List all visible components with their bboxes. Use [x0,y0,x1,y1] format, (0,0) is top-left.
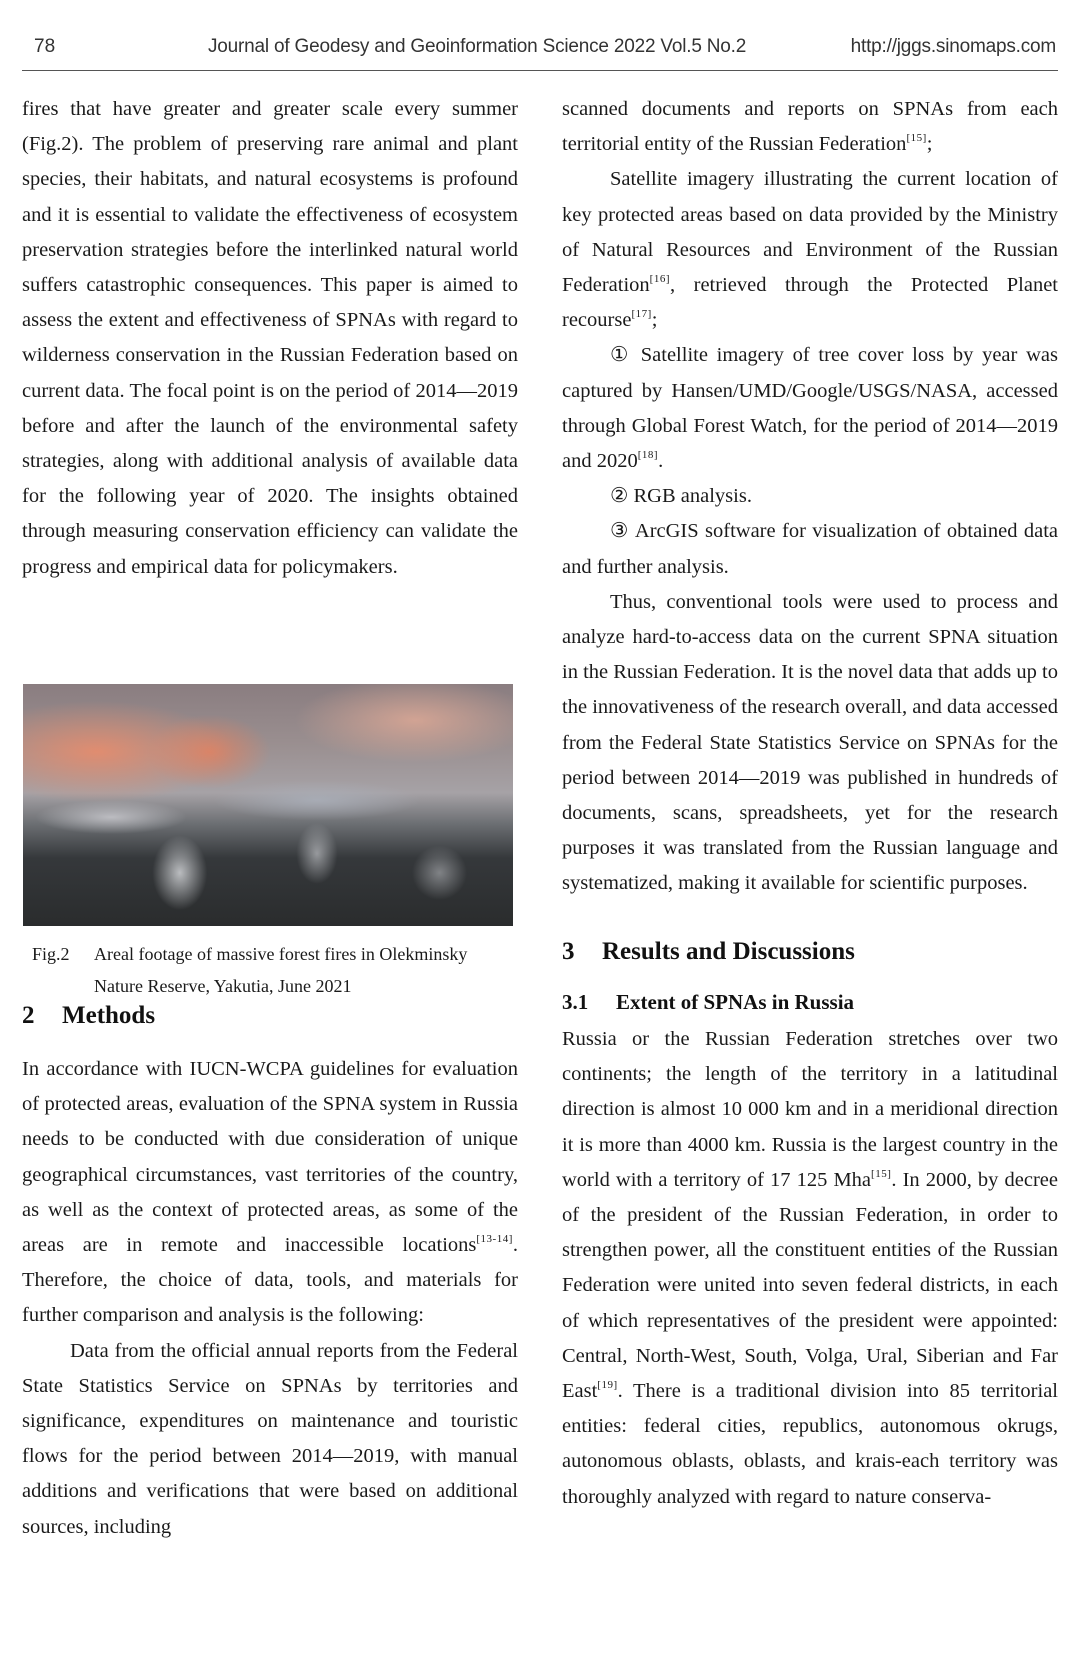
text: scanned documents and reports on SPNAs from each territorial entity of the Russian Federation [562,98,1058,156]
citation[interactable]: [18] [637,449,659,462]
journal-title: Journal of Geodesy and Geoinformation Science 2022 Vol.5 No.2 [208,36,747,57]
section-number: 3 [562,938,575,965]
satellite-paragraph [562,162,1058,338]
page-number: 78 [34,36,56,57]
text: ; [926,133,933,156]
caption-line-1: Areal footage of massive forest fires in Olekminsky [94,944,468,964]
figure-label: Fig.2 [32,944,70,964]
caption-line-2: Nature Reserve, Yakutia, June 2021 [94,976,352,996]
citation[interactable]: [17] [631,308,652,321]
methods-paragraph-1 [22,1052,518,1334]
sources-continuation [562,92,1058,162]
journal-url: http://jggs.sinomaps.com [850,36,1056,57]
figure-2-image [23,684,513,926]
section-3-heading [562,938,855,966]
text: . Therefore, the choice of data, tools, and materials for further comparison and analysis is the following: [22,1234,518,1327]
list-item-3: ③ ArcGIS software for visualization of obtained data and further analysis. [562,520,1058,578]
section-title: Methods [62,1002,156,1029]
right-column [562,92,1058,902]
list-item-1 [562,338,1058,479]
subsection-number: 3.1 [562,990,589,1014]
text: Russia or the Russian Federation stretches over two continents; the length of the territory in a latitudinal direction is almost 10 000 km and in a meridional direction it is more than 4000 km. Russia is the largest country in the world with a territory of 17 125 Mha [562,1028,1058,1191]
text: ① Satellite imagery of tree cover loss by year was captured by Hansen/UMD/Google/USGS/NASA, accessed through Global Forest Watch, for the period of 2014—2019 and 2020 [562,344,1058,473]
citation[interactable]: [15] [906,132,927,145]
citation[interactable]: [15] [871,1167,892,1180]
thus-paragraph: Thus, conventional tools were used to process and analyze hard-to-access data on the current SPNA situation in the Russian Federation. It is the novel data that adds up to the innovativeness of the research overall, and data accessed from the Federal State Statistics Service on SPNAs for the period between 2014—2019 was published in hundreds of documents, scans, spreadsheets, yet for the research purposes it was translated from the Russian language and systematized, making it available for scientific purposes. [562,590,1058,895]
citation[interactable]: [13-14] [476,1233,513,1246]
figure-2-caption [32,938,512,1002]
left-column [22,92,518,585]
section-title: Results and Discussions [602,938,855,965]
intro-paragraph: fires that have greater and greater scale every summer (Fig.2). The problem of preserving rare animal and plant species, their habitats, and natural ecosystems is profound and it is essential to validate the effectiveness of ecosystem preservation strategies before the interlinked natural world suffers catastrophic consequences. This paper is aimed to assess the extent and effectiveness of SPNAs with regard to wilderness conservation in the Russian Federation based on current data. The focal point is on the period of 2014—2019 before and after the launch of the environmental safety strategies, along with additional analysis of available data for the following year of 2020. The insights obtained through measuring conservation efficiency can validate the progress and empirical data for policymakers. [22,98,518,578]
text: . In 2000, by decree of the president of the Russian Federation, in order to strengthen power, all the constituent entities of the Russian Federation were united into seven federal districts, in each of which representatives of the president were appointed: Central, North-West, South, Volga, Ural, Siberian and Far East [562,1168,1058,1403]
text: In accordance with IUCN-WCPA guidelines for evaluation of protected areas, evaluation of the SPNA system in Russia needs to be conducted with due consideration of unique geographical circumstances, vast territories of the country, as well as the context of protected areas, as some of the areas are in remote and inaccessible locations [22,1058,518,1257]
subsection-3-1-heading [562,990,854,1015]
list-item-2: ② RGB analysis. [610,485,752,508]
subsection-title: Extent of SPNAs in Russia [616,990,855,1014]
text: Satellite imagery illustrating the current location of key protected areas based on data provided by the Ministry of Natural Resources and Environment of the Russian Federation [562,168,1058,297]
methods-body [22,1052,518,1545]
section-number: 2 [22,1002,35,1029]
text: , retrieved through the Protected Planet recourse [562,274,1058,332]
citation[interactable]: [19] [597,1379,618,1392]
methods-paragraph-2: Data from the official annual reports from the Federal State Statistics Service on SPNAs by territories and significance, expenditures on maintenance and touristic flows for the period between 2014—2019, with manual additions and verifications that were based on additional sources, including [22,1339,518,1538]
text: ; [651,309,658,332]
page-header [22,28,1058,71]
citation[interactable]: [16] [649,273,670,286]
extent-paragraph [562,1022,1058,1515]
text: . There is a traditional division into 85 territorial entities: federal cities, republics, autonomous okrugs, autonomous oblasts, oblasts, and krais-each territory was thoroughly analyzed with regard to nature conserva- [562,1380,1058,1508]
results-body [562,1022,1058,1515]
section-2-heading [22,1002,155,1030]
text: . [658,450,664,473]
